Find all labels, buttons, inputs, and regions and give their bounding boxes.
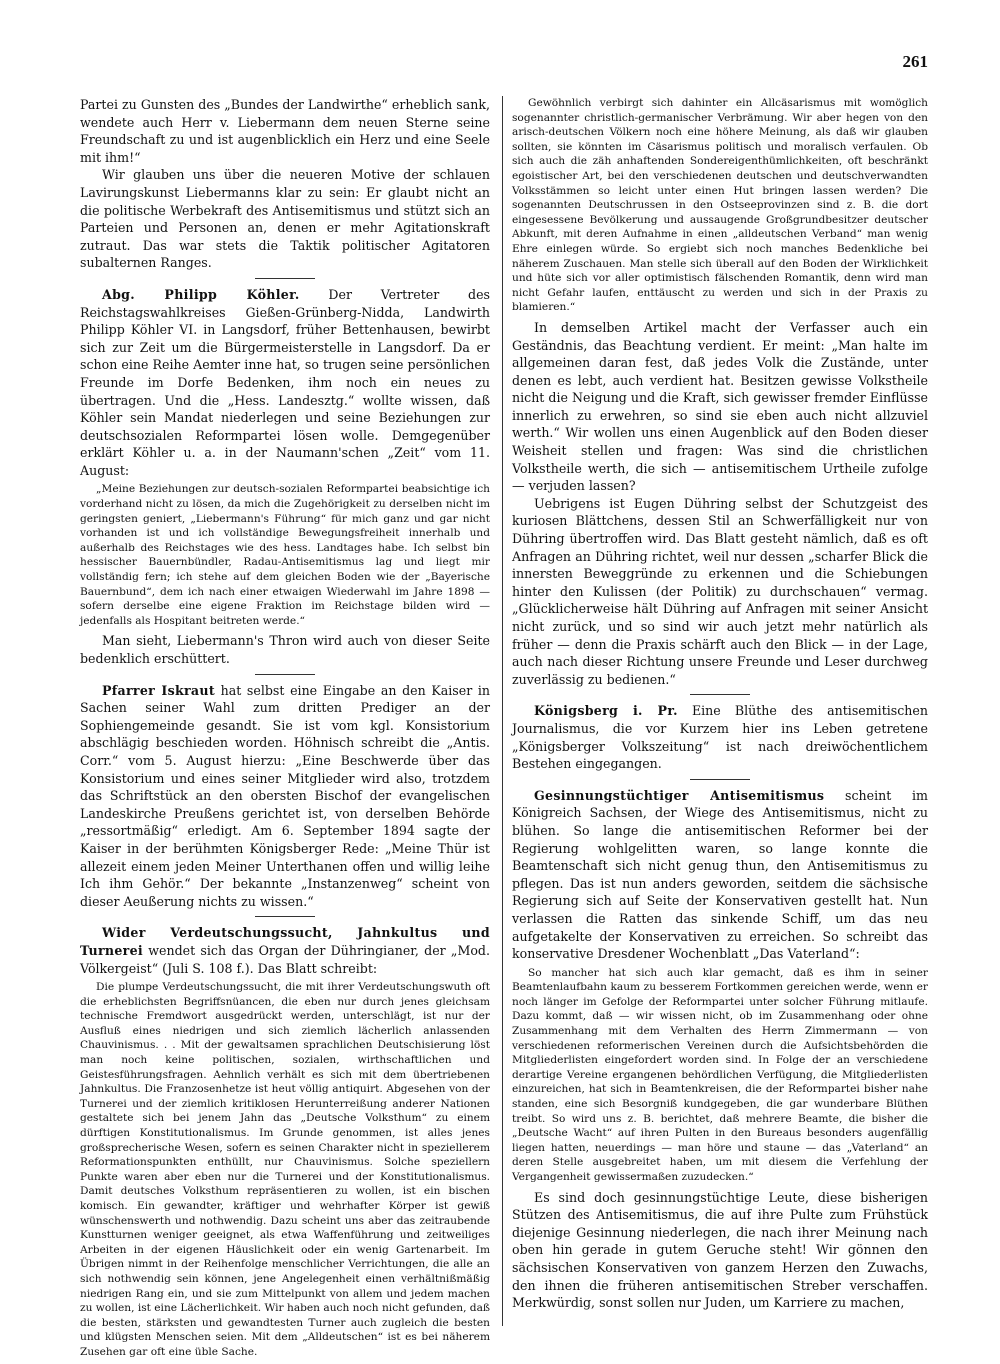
section-separator (690, 779, 750, 780)
section-separator (255, 916, 315, 917)
block-quote (80, 980, 490, 1359)
paragraph: Wir glauben uns über die neueren Motive der schlauen Lavirungskunst Liebermanns klar zu sein: Er glaubt nicht an die politische Werbekraft des Antisemitismus und stützt sich an Parteien und Personen an, denen er mehr Agitationskraft zutraut. Das war stets die Taktik politischer Agitatoren subalternen Ranges. (80, 167, 490, 271)
right-column (512, 96, 928, 1312)
quote-text: Gewöhnlich verbirgt sich dahinter ein Allcäsarismus mit womöglich sogenannter christlich-germanischer Verbrämung. Wir aber hegen von den arisch-deutschen Völkern noch eine höhere Meinung, als daß wir glauben sollten, sie könnten im Cäsarismus politisch und moralisch verfaulen. Ob sich auch die zäh anhaftenden Sondereigenthümlichkeiten, oft beschränkt egoistischer Art, bei den verschiedenen deutschen und deutschverwandten Volksstämmen so leicht unter einen Hut bringen lassen werden? Die sogenannten Deutschrussen in den Ostseeprovinzen sind z. B. die dort eingesessene Bevölkerung und aussaugende Großgrundbesitzer deutscher Abkunft, mit deren Aufnahme in einen „alldeutschen Verband“ man wenig Ehre einlegen würde. So ergiebt sich noch manches Bedenkliche bei näherem Zuschauen. Man stelle sich überall auf den Boden der Wirklichkeit und hüte sich vor aller optimistisch fälschenden Romantik, denn wird man nicht Gefahr laufen, enttäuscht zu werden und sich in der Praxis zu blamieren.“ (512, 97, 928, 314)
section-body: scheint im Königreich Sachsen, der Wiege des Antisemitismus, nicht zu blühen. So lange die antisemitischen Reformer bei der Regierung wohlgelitten waren, so lange konnte die Beamtenschaft sich nicht genug thun, den Antisemitismus zu pflegen. Das ist nun anders geworden, seitdem die sächsische Regierung sich auf Seite der Konservativen gestellt hat. Nun verlassen die Ratten das sinkende Schiff, um das neu aufgetakelte der Konservativen zu erreichen. So schreibt das konservative Dresdener Wochenblatt „Das Vaterland“: (512, 787, 928, 962)
section-heading: Abg. Philipp Köhler. (102, 286, 300, 302)
quote-text: „Meine Beziehungen zur deutsch-sozialen Reformpartei beabsichtige ich vorderhand nicht zu lösen, da mich die Zugehörigkeit zu derselben nicht im geringsten geniert, „Liebermann's Führung“ für mich ganz und gar nicht vorhanden ist und ich vollständige Bewegungsfreiheit innerhalb und außerhalb des Reichstages wie des hess. Landtages habe. Ich selbst bin hessischer Bauernbündler, Radau-Antisemitismus lag und liegt mir vollständig fern; ich stehe auf dem gleichen Boden wie der „Bayerische Bauernbund“, dem ich nach einer etwaigen Wiederwahl im Jahre 1898 — sofern derselbe eine eigene Fraktion im Reichstage bilden wird — jedenfalls als Hospitant beitreten werde.“ (80, 483, 490, 627)
section-heading: Pfarrer Iskraut (102, 682, 215, 698)
section-separator (690, 694, 750, 695)
page-number: 261 (902, 52, 928, 71)
section-verdeutschung (80, 924, 490, 977)
section-separator (255, 278, 315, 279)
block-quote (80, 482, 490, 628)
section-heading: Königsberg i. Pr. (534, 703, 678, 719)
section-koehler (80, 286, 490, 480)
section-body: hat selbst eine Eingabe an den Kaiser in Sachen seiner Wahl zum dritten Prediger an der Sophiengemeinde gesandt. Sie ist vom kgl. Konsistorium abschlägig beschieden worden. Höhnisch schreibt die „Antis. Corr.“ vom 5. August hierzu: „Eine Beschwerde über das Konsistorium und eines seiner Mitglieder wird also, trotzdem das Schriftstück an den obersten Bischof der evangelischen Landeskirche Preußens gerichtet ist, von derselben Behörde „ressortmäßig“ erledigt. Am 6. September 1894 sagte der Kaiser in der berühmten Königsberger Rede: „Meine Thür ist allezeit einem jeden Meiner Unterthanen offen und willig leihe Ich ihm Gehör.“ Der bekannte „Instanzenweg“ scheint von dieser Aeußerung nichts zu wissen.“ (80, 682, 490, 909)
section-separator (255, 674, 315, 675)
section-body: wendet sich das Organ der Dühringianer, der „Mod. Völkergeist“ (Juli S. 108 f.). Das Blatt schreibt: (80, 942, 490, 976)
paragraph: Partei zu Gunsten des „Bundes der Landwirthe“ erheblich sank, wendete auch Herr v. Liebermann dem neuen Sterne seine Freundschaft zu und ist augenblicklich ein Herz und eine Seele mit ihm!“ (80, 97, 490, 165)
quote-text: So mancher hat sich auch klar gemacht, daß es ihm in seiner Beamtenlaufbahn kaum zu besserem Fortkommen gereichen werde, wenn er noch länger im Gefolge der Reformpartei unter solcher Führung mitlaufe. Dazu kommt, daß — wir wissen nicht, ob im Zusammenhang oder ohne Zusammenhang mit dem Verhalten des Herrn Zimmermann — von verschiedenen reformerischen Vereinen durch die Aufsichtsbehörden die Mitgliederlisten eingefordert worden sind. In Folge der an verschiedene derartige Vereine ergangenen behördlichen Verfügung, die Mitgliederlisten einzureichen, hat sich in Beamtenkreisen, die der Reformpartei bisher nahe standen, eine sich Besorgniß kundgegeben, die gar wunderbare Blüthen treibt. So wird uns z. B. berichtet, daß mehrere Beamte, die bisher die „Deutsche Wacht“ auf ihren Pulten in den Bureaus besonders augenfällig liegen hatten, neuerdings — man höre und staune — das „Vaterland“ an deren Stelle ausgebreitet haben, um mit diesem die Verfehlung der Vergangenheit gewissermaßen zuzudecken.“ (512, 966, 928, 1183)
section-iskraut (80, 682, 490, 911)
paragraph: Uebrigens ist Eugen Dühring selbst der Schutzgeist des kuriosen Blättchens, dessen Stil an Schwerfälligkeit nur von Dühring übertroffen wird. Das Blatt gesteht nämlich, daß es oft Anfragen an Dühring richtet, weil nur dessen „scharfer Blick die innersten Beweggründe zu erkennen und die Schiebungen hinter den Kulissen (der Politik) zu durchschauen“ vermag. „Glücklicherweise hält Dühring auf Anfragen mit seiner Ansicht nicht zurück, und so sind wir auch jetzt mehr natürlich als früher — denn die Praxis schärft auch den Blick — in der Lage, auch nach dieser Richtung unsere Freunde und Leser durchweg zuverlässig zu bedienen.“ (512, 495, 928, 687)
paragraph: Man sieht, Liebermann's Thron wird auch von dieser Seite bedenklich erschüttert. (80, 633, 490, 666)
quote-text: Die plumpe Verdeutschungssucht, die mit ihrer Verdeutschungswuth oft die erheblichsten Begriffsnüancen, die eben nur durch jenes gleichsam technische Fremdwort ausgedrückt werden, unterschlägt, ist nur der Ausfluß eines niedrigen und sich ziemlich lächerlich anlassenden Chauvinismus. . . Mit der gewaltsamen sprachlichen Deutschisierung löst man noch keine politischen, sozialen, wirthschaftlichen und Geistesführungsfragen. Aehnlich verhält es sich mit dem übertriebenen Jahnkultus. Die Franzosenhetze ist heut völlig antiquirt. Abgesehen von der Turnerei und der ziemlich kritiklosen Herunterreißung anderer Nationen gestaltete sich bei jenem Jahn das „Deutsche Volksthum“ zu einem dürftigen Konstitutionalismus. Im Grunde genommen, ist alles jenes großsprecherische Wesen, sofern es seinen Charakter nicht in speziellerem Reformationspunkten enthüllt, nur Chauvinismus. Solche speziellern Punkte waren aber eben nur die Turnerei und der Konstitutionalismus. Damit deutsches Volksthum repräsentieren zu wollen, ist ein bischen komisch. Ein gewandter, kräftiger und wehrhafter Körper ist gewiß wünschenswerth und nothwendig. Dazu scheint uns aber das zeitraubende Kunstturnen weniger geeignet, als etwa Waffenführung und zeitweiliges Arbeiten in der eigenen Häuslichkeit oder ein wenig Gartenarbeit. Im Übrigen nimmt in der Reihenfolge menschlicher Verrichtungen, die alle an sich nothwendig sein können, jene Angelegenheit einen verhältnißmäßig niedrigen Rang ein, und sie zum Mittelpunkt von allem und jedem machen zu wollen, ist eine Lächerlichkeit. Wir haben auch noch nicht gefunden, daß die besten, stärksten und gewandtesten Turner auch zugleich die besten und klügsten Menschen seien. Mit dem „Alldeutschen“ ist es bei näherem Zusehen gar oft eine üble Sache. (80, 981, 490, 1358)
section-body: Eine Blüthe des antisemitischen Journalismus, die vor Kurzem hier ins Leben getretene „Königsberger Volkszeitung“ ist nach dreiwöchentlichem Bestehen eingegangen. (512, 703, 928, 772)
section-body: Der Vertreter des Reichstagswahlkreises Gießen-Grünberg-Nidda, Landwirth Philipp Köhler VI. in Langsdorf, früher Bettenhausen, bewirbt sich zur Zeit um die Bürgermeisterstelle in Langsdorf. Da er schon eine Reihe Aemter inne hat, so trugen seine persönlichen Freunde im Dorfe Bedenken, ihm noch ein neues zu übertragen. Und die „Hess. Landesztg.“ wollte wissen, daß Köhler sein Mandat niederlegen und seine Beziehungen zur deutschsozialen Reformpartei lösen wolle. Demgegenüber erklärt Köhler u. a. in der Naumann'schen „Zeit“ vom 11. August: (80, 286, 490, 478)
section-heading: Wider Verdeutschungssucht, Jahnkultus und Turnerei (80, 925, 490, 958)
left-column (80, 96, 490, 1364)
block-quote-continued (512, 96, 928, 315)
column-divider (502, 96, 503, 1326)
paragraph: In demselben Artikel macht der Verfasser auch ein Geständnis, das Beachtung verdient. Er meint: „Man halte im allgemeinen daran fest, daß jedes Volk die Zustände, unter denen es lebt, auch verdient hat. Besitzen gewisse Volkstheile nicht die Neigung und die Kraft, sich gewisser fremder Einflüsse innerlich zu erwehren, so sind sie eben auch nicht allzuviel werth.“ Wir wollen uns einen Augenblick auf den Boden dieser Weisheit stellen und fragen: Was sind die christlichen Volkstheile werth, die sich — antisemitischem Urtheile zufolge — verjuden lassen? (512, 319, 928, 494)
section-gesinnung (512, 787, 928, 963)
paragraph: Es sind doch gesinnungstüchtige Leute, diese bisherigen Stützen des Antisemitismus, die auf ihre Pulte zum Frühstück diejenige Gesinnung niederlegen, die nach ihrer Meinung nach oben hin gerade in gutem Geruche steht! Wir gönnen den sächsischen Konservativen von ganzem Herzen den Zuwachs, den ihnen die früheren antisemitischen Streber verschaffen. Merkwürdig, sonst sollen nur Juden, um Karriere zu machen, (512, 1189, 928, 1311)
section-koenigsberg (512, 702, 928, 772)
section-heading: Gesinnungstüchtiger Antisemitismus (534, 787, 825, 803)
block-quote (512, 966, 928, 1185)
